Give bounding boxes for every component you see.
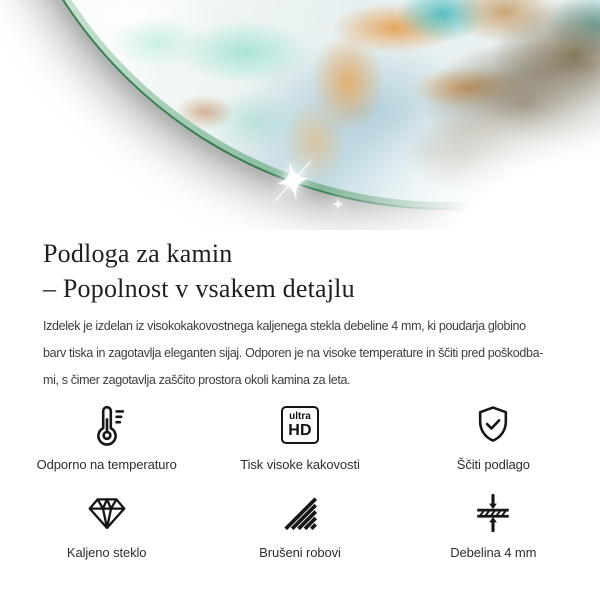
feature-label: Odporno na temperaturo <box>36 457 177 472</box>
feature-label: Tisk visoke kakovosti <box>240 457 360 472</box>
feature-thickness <box>397 488 590 560</box>
page-title <box>43 236 355 306</box>
feature-polished-edges <box>203 488 396 560</box>
product-description <box>43 313 543 394</box>
compressed-thickness-icon <box>471 488 515 538</box>
shield-check-icon <box>470 400 516 450</box>
feature-label: Kaljeno steklo <box>66 545 147 560</box>
sparkle-small-icon <box>330 196 346 212</box>
feature-label: Brušeni robovi <box>259 545 341 560</box>
diamond-icon <box>84 488 130 538</box>
feature-label: Debelina 4 mm <box>450 545 537 560</box>
thermometer-icon <box>83 400 131 450</box>
hero-image <box>0 0 600 230</box>
heading-line-1: Podloga za kamin <box>43 239 233 268</box>
feature-print-quality <box>203 400 396 472</box>
description-line-2: barv tiska in zagotavlja eleganten sijaj. Odporen je na visoke temperature in ščiti pred poškodba- <box>43 346 544 360</box>
sparkle-icon <box>266 154 319 207</box>
ultra-hd-text-top: ultra <box>289 410 311 422</box>
feature-tempered-glass <box>10 488 203 560</box>
ultra-hd-icon <box>281 400 319 450</box>
polished-edges-icon <box>278 488 322 538</box>
description-line-1: Izdelek je izdelan iz visokokakovostnega kaljenega stekla debeline 4 mm, ki poudarja globino <box>43 319 526 333</box>
features-grid <box>10 400 590 560</box>
feature-label: Ščiti podlago <box>456 457 530 472</box>
description-line-3: mi, s čimer zagotavlja zaščito prostora okoli kamina za leta. <box>43 373 351 387</box>
ultra-hd-text-bottom: HD <box>288 421 312 439</box>
feature-protects-surface <box>397 400 590 472</box>
heading-line-2: – Popolnost v vsakem detajlu <box>43 274 355 303</box>
feature-temperature-resistant <box>10 400 203 472</box>
